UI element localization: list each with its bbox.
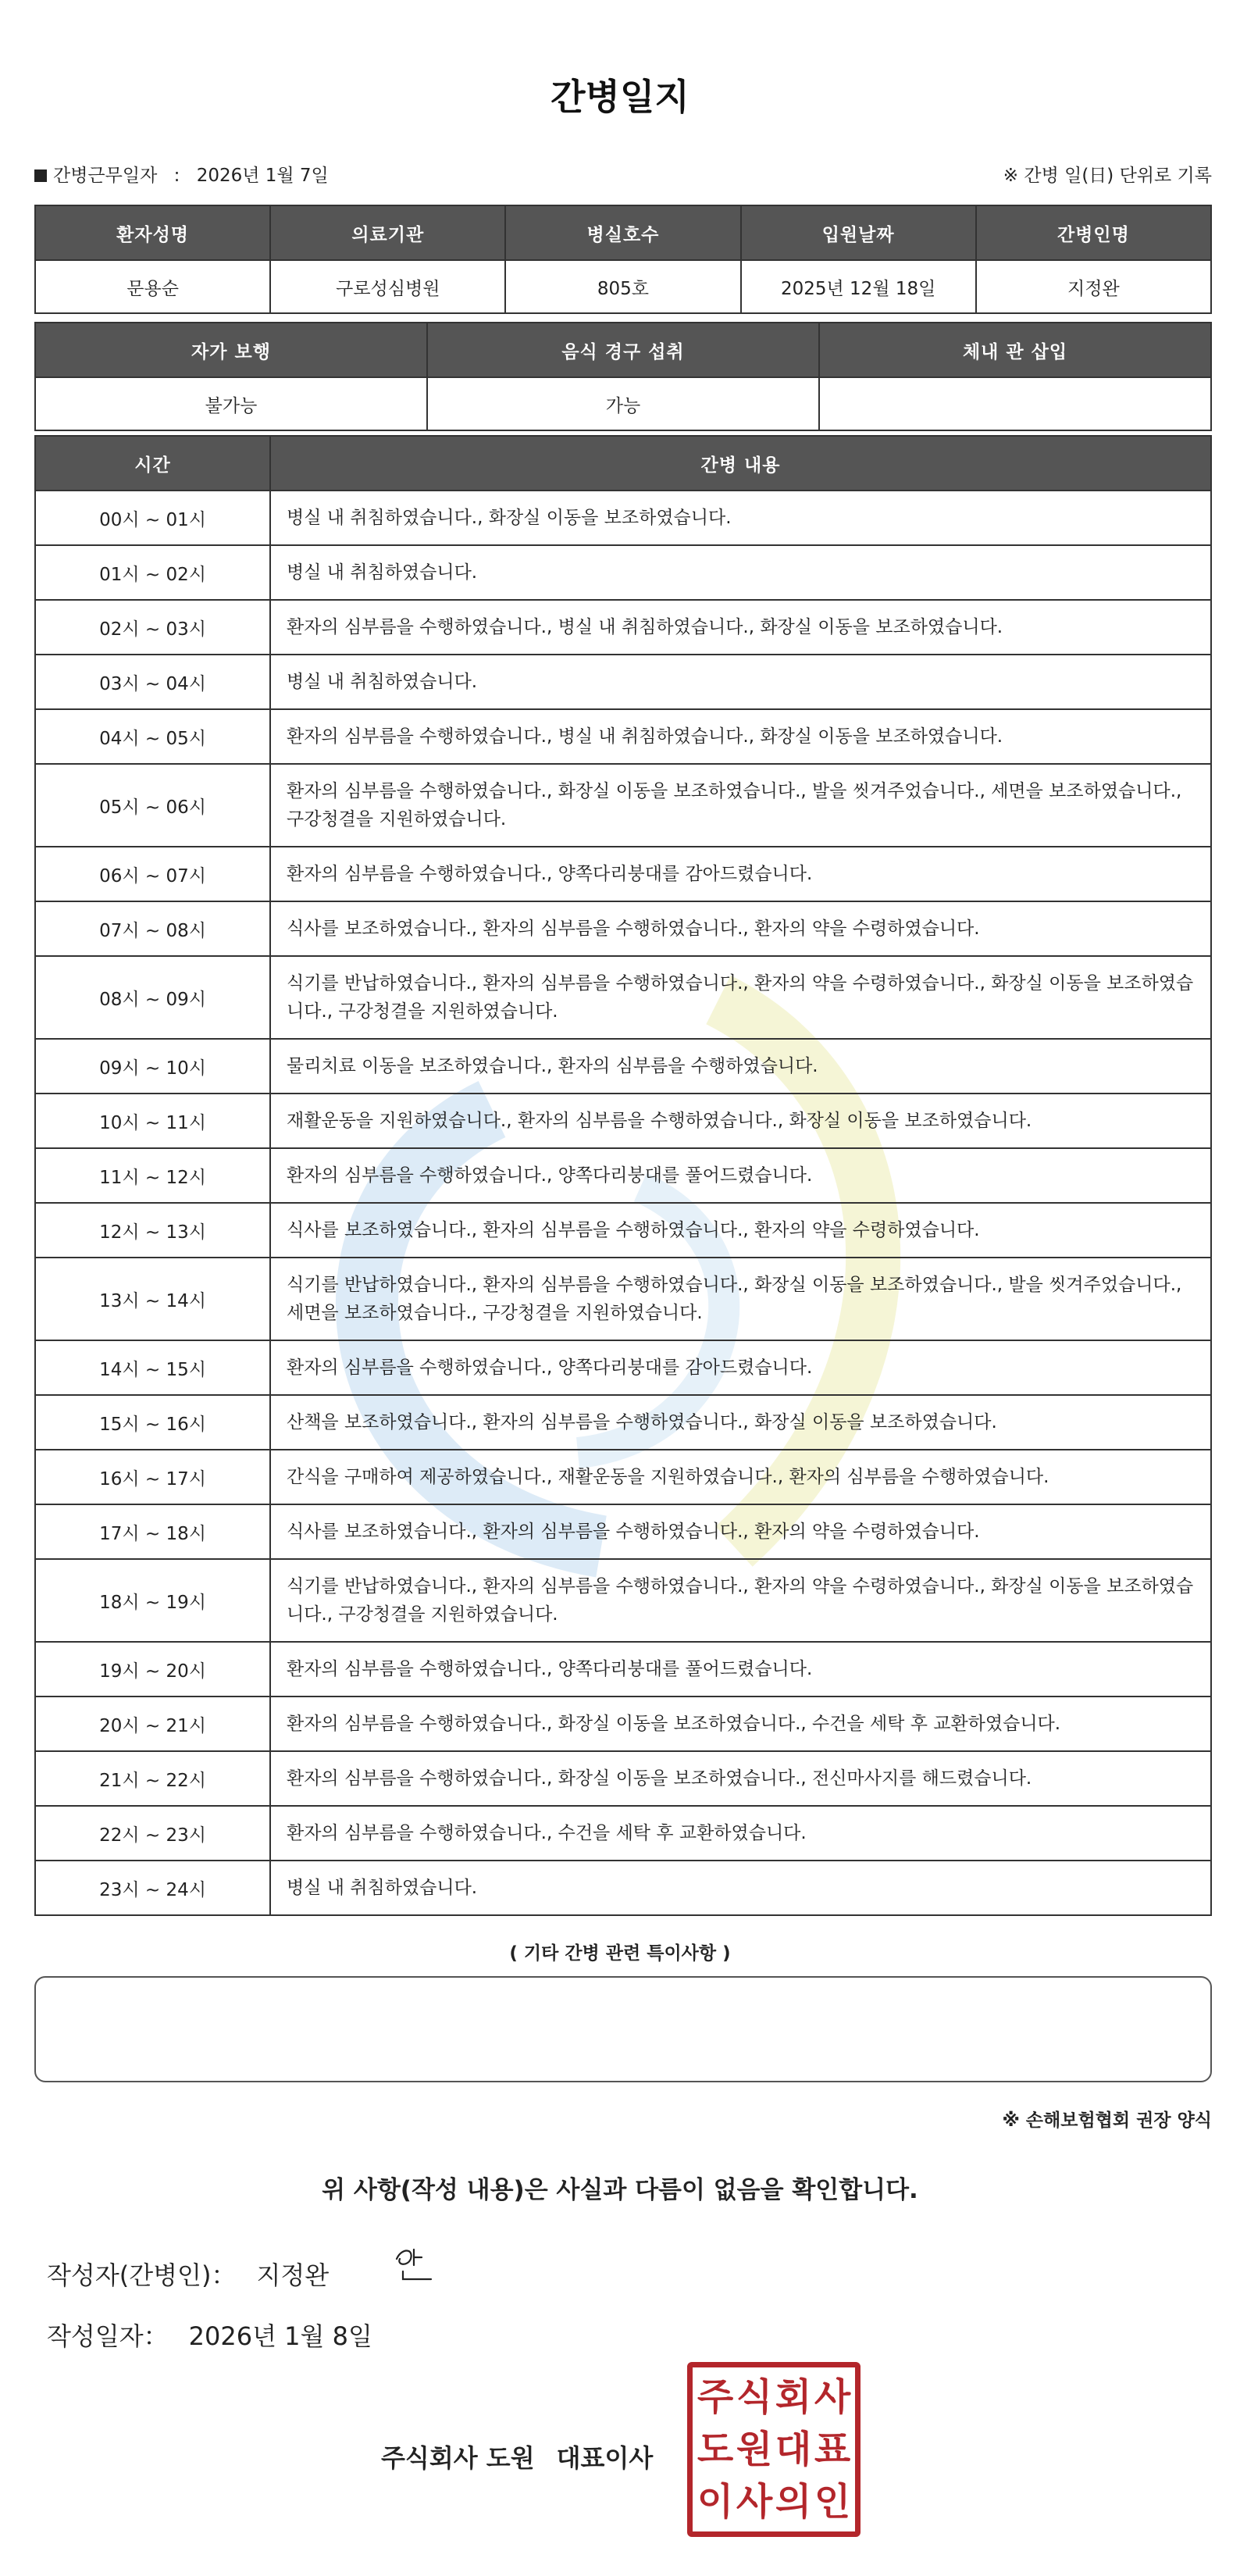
table-row xyxy=(35,1340,1211,1395)
care-content: 식기를 반납하였습니다., 환자의 심부름을 수행하였습니다., 환자의 약을 수령하였습니다., 화장실 이동을 보조하였습니다., 구강청결을 지원하였습니다. xyxy=(270,956,1211,1039)
seal-char: 원 xyxy=(736,2427,773,2471)
time-slot: 21시 ~ 22시 xyxy=(35,1751,270,1806)
care-content: 병실 내 취침하였습니다. xyxy=(270,545,1211,600)
table-row xyxy=(35,764,1211,847)
admission-date: 2025년 12월 18일 xyxy=(741,260,976,313)
care-content: 산책을 보조하였습니다., 환자의 심부름을 수행하였습니다., 화장실 이동을 보조하였습니다. xyxy=(270,1395,1211,1450)
care-content: 물리치료 이동을 보조하였습니다., 환자의 심부름을 수행하였습니다. xyxy=(270,1039,1211,1094)
patient-name: 문용순 xyxy=(35,260,270,313)
special-notes-title: ( 기타 간병 관련 특이사항 ) xyxy=(509,1943,731,1964)
seal-char: 이 xyxy=(697,2480,734,2524)
write-date-line xyxy=(47,2317,372,2353)
seal-char: 식 xyxy=(736,2374,773,2419)
seal-char: 사 xyxy=(736,2480,773,2524)
table-row xyxy=(35,1450,1211,1504)
care-content: 환자의 심부름을 수행하였습니다., 수건을 세탁 후 교환하였습니다. xyxy=(270,1806,1211,1861)
care-content: 병실 내 취침하였습니다. xyxy=(270,655,1211,709)
walking-status: 불가능 xyxy=(35,377,427,430)
company-seal xyxy=(687,2362,861,2537)
writer-name: 지정완 xyxy=(256,2260,330,2290)
table-row xyxy=(35,600,1211,655)
care-content: 환자의 심부름을 수행하였습니다., 양쪽다리붕대를 풀어드렸습니다. xyxy=(270,1148,1211,1203)
header-admission-date: 입원날짜 xyxy=(741,205,976,260)
header-oral-intake: 음식 경구 섭취 xyxy=(427,323,819,377)
work-date-label: 간병근무일자 xyxy=(53,166,158,186)
care-content: 환자의 심부름을 수행하였습니다., 화장실 이동을 보조하였습니다., 발을 씻겨주었습니다., 세면을 보조하였습니다., 구강청결을 지원하였습니다. xyxy=(270,764,1211,847)
care-content: 환자의 심부름을 수행하였습니다., 화장실 이동을 보조하였습니다., 수건을 세탁 후 교환하였습니다. xyxy=(270,1697,1211,1751)
tube-status xyxy=(819,377,1211,430)
table-row xyxy=(35,1642,1211,1697)
header-care-content: 간병 내용 xyxy=(270,436,1211,491)
patient-info-table xyxy=(34,205,1212,314)
care-content: 식사를 보조하였습니다., 환자의 심부름을 수행하였습니다., 환자의 약을 수령하였습니다. xyxy=(270,1203,1211,1258)
care-content: 식사를 보조하였습니다., 환자의 심부름을 수행하였습니다., 환자의 약을 수령하였습니다. xyxy=(270,901,1211,956)
patient-status-table xyxy=(34,322,1212,431)
seal-char: 사 xyxy=(814,2374,851,2419)
caregiver-name: 지정완 xyxy=(976,260,1211,313)
table-row xyxy=(35,709,1211,764)
time-slot: 02시 ~ 03시 xyxy=(35,600,270,655)
care-content: 재활운동을 지원하였습니다., 환자의 심부름을 수행하였습니다., 화장실 이동을 보조하였습니다. xyxy=(270,1094,1211,1148)
time-slot: 12시 ~ 13시 xyxy=(35,1203,270,1258)
care-content: 환자의 심부름을 수행하였습니다., 양쪽다리붕대를 풀어드렸습니다. xyxy=(270,1642,1211,1697)
table-row xyxy=(35,491,1211,545)
care-content: 병실 내 취침하였습니다. xyxy=(270,1861,1211,1915)
writer-line xyxy=(47,2256,329,2292)
table-row xyxy=(35,1697,1211,1751)
time-slot: 06시 ~ 07시 xyxy=(35,847,270,901)
signature xyxy=(390,2242,445,2285)
time-slot: 05시 ~ 06시 xyxy=(35,764,270,847)
time-slot: 15시 ~ 16시 xyxy=(35,1395,270,1450)
time-slot: 01시 ~ 02시 xyxy=(35,545,270,600)
header-caregiver: 간병인명 xyxy=(976,205,1211,260)
time-slot: 14시 ~ 15시 xyxy=(35,1340,270,1395)
company-role: 대표이사 xyxy=(556,2443,654,2473)
hospital-name: 구로성심병원 xyxy=(270,260,505,313)
seal-char: 대 xyxy=(775,2427,812,2471)
time-slot: 07시 ~ 08시 xyxy=(35,901,270,956)
time-slot: 11시 ~ 12시 xyxy=(35,1148,270,1203)
table-row xyxy=(35,1395,1211,1450)
work-date xyxy=(34,161,329,187)
seal-char: 주 xyxy=(697,2374,734,2419)
time-slot: 22시 ~ 23시 xyxy=(35,1806,270,1861)
table-row xyxy=(35,1751,1211,1806)
time-slot: 08시 ~ 09시 xyxy=(35,956,270,1039)
table-row xyxy=(35,1039,1211,1094)
table-row xyxy=(35,1806,1211,1861)
care-content: 간식을 구매하여 제공하였습니다., 재활운동을 지원하였습니다., 환자의 심부름을 수행하였습니다. xyxy=(270,1450,1211,1504)
table-row xyxy=(35,956,1211,1039)
write-date-label: 작성일자： xyxy=(47,2321,169,2351)
header-room: 병실호수 xyxy=(505,205,740,260)
time-slot: 10시 ~ 11시 xyxy=(35,1094,270,1148)
care-content: 환자의 심부름을 수행하였습니다., 화장실 이동을 보조하였습니다., 전신마사지를 해드렸습니다. xyxy=(270,1751,1211,1806)
table-row xyxy=(35,655,1211,709)
time-slot: 16시 ~ 17시 xyxy=(35,1450,270,1504)
time-slot: 03시 ~ 04시 xyxy=(35,655,270,709)
care-content: 환자의 심부름을 수행하였습니다., 양쪽다리붕대를 감아드렸습니다. xyxy=(270,1340,1211,1395)
seal-char: 의 xyxy=(775,2480,812,2524)
care-content: 환자의 심부름을 수행하였습니다., 병실 내 취침하였습니다., 화장실 이동을 보조하였습니다. xyxy=(270,709,1211,764)
header-patient-name: 환자성명 xyxy=(35,205,270,260)
care-content: 환자의 심부름을 수행하였습니다., 양쪽다리붕대를 감아드렸습니다. xyxy=(270,847,1211,901)
header-tube: 체내 관 삽입 xyxy=(819,323,1211,377)
square-bullet-icon xyxy=(34,169,47,182)
table-row xyxy=(35,901,1211,956)
work-date-separator: : xyxy=(173,166,180,186)
care-content: 환자의 심부름을 수행하였습니다., 병실 내 취침하였습니다., 화장실 이동을 보조하였습니다. xyxy=(270,600,1211,655)
page-title: 간병일지 xyxy=(551,76,689,118)
time-slot: 20시 ~ 21시 xyxy=(35,1697,270,1751)
header-time: 시간 xyxy=(35,436,270,491)
unit-note: ※ 간병 일(日) 단위로 기록 xyxy=(1003,166,1212,186)
table-row xyxy=(35,847,1211,901)
oral-intake-status: 가능 xyxy=(427,377,819,430)
table-row xyxy=(35,1148,1211,1203)
time-slot: 23시 ~ 24시 xyxy=(35,1861,270,1915)
table-row xyxy=(35,1861,1211,1915)
company-name: 주식회사 도원 xyxy=(381,2443,535,2473)
time-slot: 09시 ~ 10시 xyxy=(35,1039,270,1094)
table-row xyxy=(35,1203,1211,1258)
time-slot: 13시 ~ 14시 xyxy=(35,1258,270,1340)
time-slot: 18시 ~ 19시 xyxy=(35,1559,270,1642)
work-date-value: 2026년 1월 7일 xyxy=(196,166,329,186)
time-slot: 04시 ~ 05시 xyxy=(35,709,270,764)
room-number: 805호 xyxy=(505,260,740,313)
care-log-table xyxy=(34,435,1212,1916)
form-note: ※ 손해보험협회 권장 양식 xyxy=(1002,2110,1212,2131)
time-slot: 19시 ~ 20시 xyxy=(35,1642,270,1697)
table-row xyxy=(35,1258,1211,1340)
table-row xyxy=(35,1094,1211,1148)
time-slot: 00시 ~ 01시 xyxy=(35,491,270,545)
care-content: 식사를 보조하였습니다., 환자의 심부름을 수행하였습니다., 환자의 약을 수령하였습니다. xyxy=(270,1504,1211,1559)
seal-char: 도 xyxy=(697,2427,734,2471)
seal-char: 표 xyxy=(814,2427,851,2471)
table-row xyxy=(35,1504,1211,1559)
header-hospital: 의료기관 xyxy=(270,205,505,260)
special-notes-box xyxy=(34,1976,1212,2082)
table-row xyxy=(35,545,1211,600)
time-slot: 17시 ~ 18시 xyxy=(35,1504,270,1559)
table-row xyxy=(35,1559,1211,1642)
care-content: 식기를 반납하였습니다., 환자의 심부름을 수행하였습니다., 화장실 이동을 보조하였습니다., 발을 씻겨주었습니다., 세면을 보조하였습니다., 구강청결을 지원하였습니다. xyxy=(270,1258,1211,1340)
confirmation-statement: 위 사항(작성 내용)은 사실과 다름이 없음을 확인합니다. xyxy=(322,2176,918,2204)
seal-char: 회 xyxy=(775,2374,812,2419)
care-content: 식기를 반납하였습니다., 환자의 심부름을 수행하였습니다., 환자의 약을 수령하였습니다., 화장실 이동을 보조하였습니다., 구강청결을 지원하였습니다. xyxy=(270,1559,1211,1642)
header-walking: 자가 보행 xyxy=(35,323,427,377)
care-content: 병실 내 취침하였습니다., 화장실 이동을 보조하였습니다. xyxy=(270,491,1211,545)
writer-label: 작성자(간병인)： xyxy=(47,2260,237,2290)
seal-char: 인 xyxy=(814,2480,851,2524)
company-line xyxy=(381,2439,653,2474)
write-date-value: 2026년 1월 8일 xyxy=(188,2321,372,2351)
